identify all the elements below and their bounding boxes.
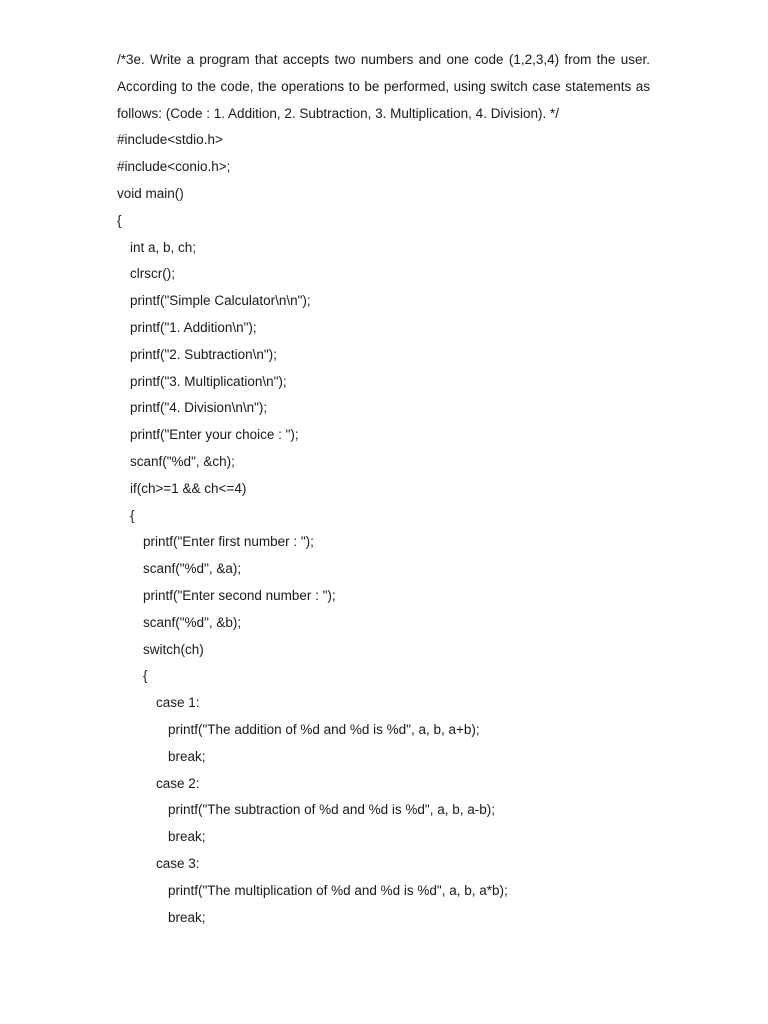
code-line: { bbox=[143, 668, 148, 684]
code-line: break; bbox=[168, 909, 206, 925]
code-line: printf("The addition of %d and %d is %d", a, b, a+b); bbox=[168, 721, 480, 737]
code-line: printf("3. Multiplication\n"); bbox=[130, 373, 287, 389]
code-line: break; bbox=[168, 829, 206, 845]
code-line: printf("Enter your choice : "); bbox=[130, 427, 299, 443]
code-line: scanf("%d", &ch); bbox=[130, 453, 235, 469]
code-line: printf("The multiplication of %d and %d is %d", a, b, a*b); bbox=[168, 882, 508, 898]
code-line: void main() bbox=[117, 185, 184, 201]
code-line: #include<conio.h>; bbox=[117, 159, 231, 175]
code-line: if(ch>=1 && ch<=4) bbox=[130, 480, 247, 496]
code-line: case 3: bbox=[156, 855, 200, 871]
code-line: { bbox=[117, 212, 122, 228]
code-document bbox=[117, 47, 650, 931]
code-line: scanf("%d", &a); bbox=[143, 561, 242, 577]
code-line: case 2: bbox=[156, 775, 200, 791]
code-line: clrscr(); bbox=[130, 266, 175, 282]
code-block bbox=[117, 127, 650, 931]
code-line: { bbox=[130, 507, 135, 523]
code-line: printf("The subtraction of %d and %d is %d", a, b, a-b); bbox=[168, 802, 495, 818]
code-line: #include<stdio.h> bbox=[117, 132, 223, 148]
code-line: printf("4. Division\n\n"); bbox=[130, 400, 268, 416]
code-line: printf("Enter second number : "); bbox=[143, 587, 336, 603]
code-line: printf("Enter first number : "); bbox=[143, 534, 314, 550]
intro-comment: /*3e. Write a program that accepts two numbers and one code (1,2,3,4) from the user. According to the code, the operations to be performed, using switch case statements as follows: (Code : 1. Addition, 2. Subtraction, 3. Multiplication, 4. Division). */ bbox=[117, 52, 650, 121]
code-line: switch(ch) bbox=[143, 641, 204, 657]
code-line: scanf("%d", &b); bbox=[143, 614, 242, 630]
code-line: break; bbox=[168, 748, 206, 764]
code-line: case 1: bbox=[156, 695, 200, 711]
code-line: printf("2. Subtraction\n"); bbox=[130, 346, 277, 362]
code-line: int a, b, ch; bbox=[130, 239, 197, 255]
code-line: printf("Simple Calculator\n\n"); bbox=[130, 293, 311, 309]
code-line: printf("1. Addition\n"); bbox=[130, 319, 257, 335]
